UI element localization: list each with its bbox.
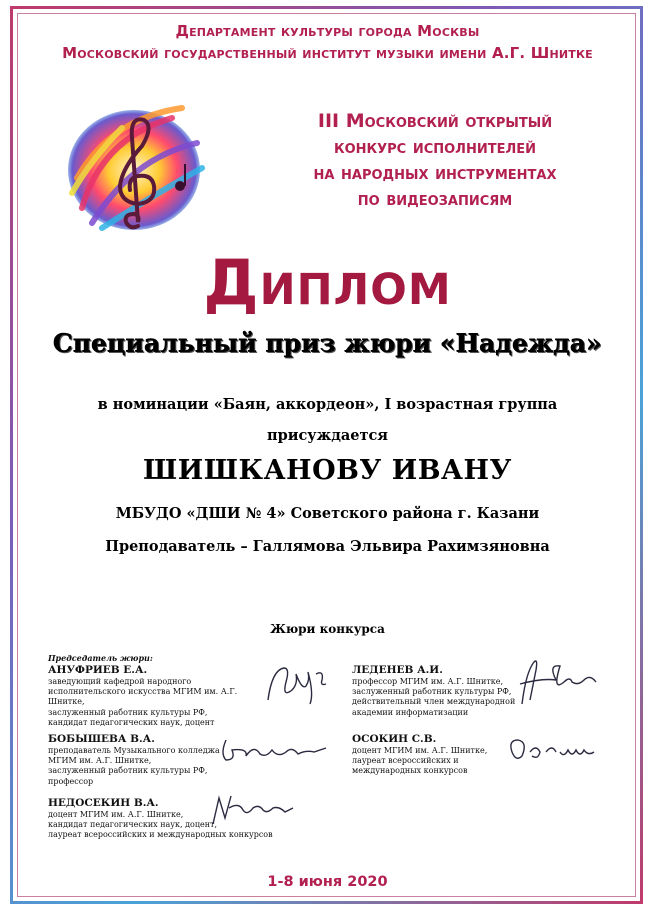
jury-member-line: кандидат педагогических наук, доцент, [48,820,218,830]
jury-member-line: заслуженный работник культуры РФ, [352,687,512,697]
jury-member-name: ЛЕДЕНЕВ А.И. [352,664,443,676]
jury-member-line: профессор [48,776,94,786]
jury-title: Жюри конкурса [270,622,385,636]
jury-member-line: заведующий кафедрой народного [48,677,192,686]
signature-anufriev-icon [262,660,332,710]
jury-member-line: преподаватель Музыкального колледжа [48,746,220,755]
signature-ledenev-icon [512,652,607,712]
jury-member-line: кандидат педагогических наук, доцент [48,717,215,727]
jury-member-name: ОСОКИН С.В. [352,733,437,745]
jury-member-line: профессор МГИМ им. А.Г. Шнитке, [352,677,504,686]
header-department: Департамент культуры города Москвы [175,22,480,40]
event-date: 1-8 июня 2020 [267,874,388,890]
jury-member-name: НЕДОСЕКИН В.А. [48,797,159,809]
school-text: МБУДО «ДШИ № 4» Советского района г. Казани [115,505,540,522]
signature-nedosekin-icon [205,788,300,828]
jury-member-line: действительный член международной [352,697,516,707]
nomination-text: в номинации «Баян, аккордеон», I возрастная группа [97,396,558,413]
chair-label: Председатель жюри: [48,653,153,663]
contest-line: по видеозаписям [357,188,513,210]
signature-bobysheva-icon [208,730,333,770]
teacher-text: Преподаватель – Галлямова Эльвира Рахимзяновна [105,538,550,555]
jury-member-line: доцент МГИМ им. А.Г. Шнитке, [352,746,488,755]
signature-osokin-icon [502,730,602,770]
contest-line: конкурс исполнителей [333,136,537,158]
awarded-text: присуждается [266,427,389,444]
jury-member-line: МГИМ им. А.Г. Шнитке, [48,756,152,766]
jury-member-line: академии информатизации [352,707,469,717]
jury-member-line: лауреат всероссийских и международных конкурсов [48,830,273,840]
contest-title [235,108,635,212]
jury-member-line: исполнительского искусства МГИМ им. А.Г. Шнитке, [48,687,238,707]
contest-line: III Московский открытый [317,110,553,132]
prize-title: Специальный приз жюри «Надежда» [53,329,602,358]
contest-line: на народных инструментах [313,162,557,184]
header-institute: Московский государственный институт музыки имени А.Г. Шнитке [62,44,593,62]
winner-name: ШИШКАНОВУ ИВАНУ [143,455,512,486]
jury-member-name: АНУФРИЕВ Е.А. [48,664,148,676]
jury-member-line: доцент МГИМ им. А.Г. Шнитке, [48,810,184,819]
jury-member-line: лауреат всероссийских и [352,756,459,766]
jury-member-line: заслуженный работник культуры РФ, [48,707,208,717]
jury-member-line: международных конкурсов [352,766,468,776]
treble-clef-swirl-logo-icon [62,98,212,238]
jury-member-name: БОБЫШЕВА В.А. [48,733,155,745]
jury-member [48,664,268,728]
jury-member [352,664,532,718]
jury-member [352,733,512,777]
jury-member-line: заслуженный работник культуры РФ, [48,766,208,776]
diploma-title: Диплом [203,246,452,319]
